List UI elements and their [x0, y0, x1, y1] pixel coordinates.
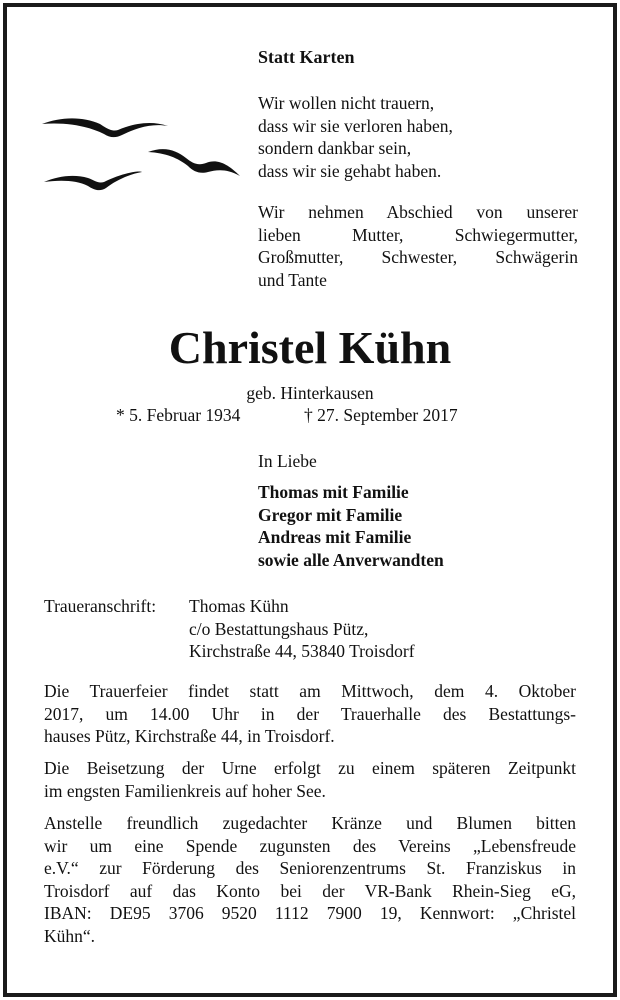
- paragraph-line: Troisdorf auf das Konto bei der VR-Bank Rhein-Sieg eG,: [44, 880, 576, 901]
- signatory: Gregor mit Familie: [258, 504, 403, 525]
- burial-paragraph: [44, 757, 576, 802]
- address-label: Traueranschrift:: [44, 596, 157, 616]
- birth-date: * 5. Februar 1934: [116, 405, 241, 425]
- paragraph-line: Anstelle freundlich zugedachter Kränze und Blumen bitten: [44, 813, 576, 833]
- deceased-name: Christel Kühn: [168, 322, 452, 373]
- paragraph-line: hauses Pütz, Kirchstraße 44, in Troisdorf.: [44, 726, 335, 746]
- poem-line: dass wir sie gehabt haben.: [258, 160, 442, 181]
- intro-line: Großmutter, Schwester, Schwägerin: [258, 247, 578, 267]
- signatory: Thomas mit Familie: [258, 482, 409, 502]
- birds-illustration-icon: [40, 108, 245, 198]
- header-title: Statt Karten: [258, 47, 355, 67]
- address-line: Kirchstraße 44, 53840 Troisdorf: [189, 641, 415, 661]
- intro-text: [258, 201, 578, 291]
- in-love: In Liebe: [258, 451, 317, 471]
- intro-line: lieben Mutter, Schwiegermutter,: [258, 224, 578, 245]
- paragraph-line: e.V.“ zur Förderung des Seniorenzentrums St. Franziskus in: [44, 858, 576, 878]
- paragraph-line: Die Trauerfeier findet statt am Mittwoch, dem 4. Oktober: [44, 681, 576, 701]
- address-line: Thomas Kühn: [189, 596, 289, 616]
- paragraph-line: im engsten Familienkreis auf hoher See.: [44, 780, 326, 801]
- poem-line: dass wir sie verloren haben,: [258, 115, 453, 136]
- intro-line: Wir nehmen Abschied von unserer: [258, 202, 578, 222]
- paragraph-line: 2017, um 14.00 Uhr in der Trauerhalle des Bestattungs-: [44, 703, 576, 724]
- poem-line: sondern dankbar sein,: [258, 138, 412, 158]
- signatories: [258, 481, 444, 571]
- birth-name: geb. Hinterkausen: [246, 383, 374, 403]
- paragraph-line: IBAN: DE95 3706 9520 1112 7900 19, Kennwort: „Christel: [44, 903, 576, 923]
- death-date: † 27. September 2017: [304, 405, 458, 425]
- paragraph-line: wir um eine Spende zugunsten des Vereins „Lebensfreude: [44, 835, 576, 856]
- signatory: Andreas mit Familie: [258, 527, 412, 547]
- funeral-paragraph: [44, 680, 576, 748]
- address-line: c/o Bestattungshaus Pütz,: [189, 618, 369, 639]
- poem: [258, 92, 578, 182]
- paragraph-line: Die Beisetzung der Urne erfolgt zu einem späteren Zeitpunkt: [44, 758, 576, 778]
- paragraph-line: Kühn“.: [44, 925, 96, 946]
- donation-paragraph: [44, 812, 576, 947]
- signatory: sowie alle Anverwandten: [258, 549, 444, 570]
- poem-line: Wir wollen nicht trauern,: [258, 93, 435, 113]
- address: [189, 595, 415, 663]
- intro-line: und Tante: [258, 269, 327, 290]
